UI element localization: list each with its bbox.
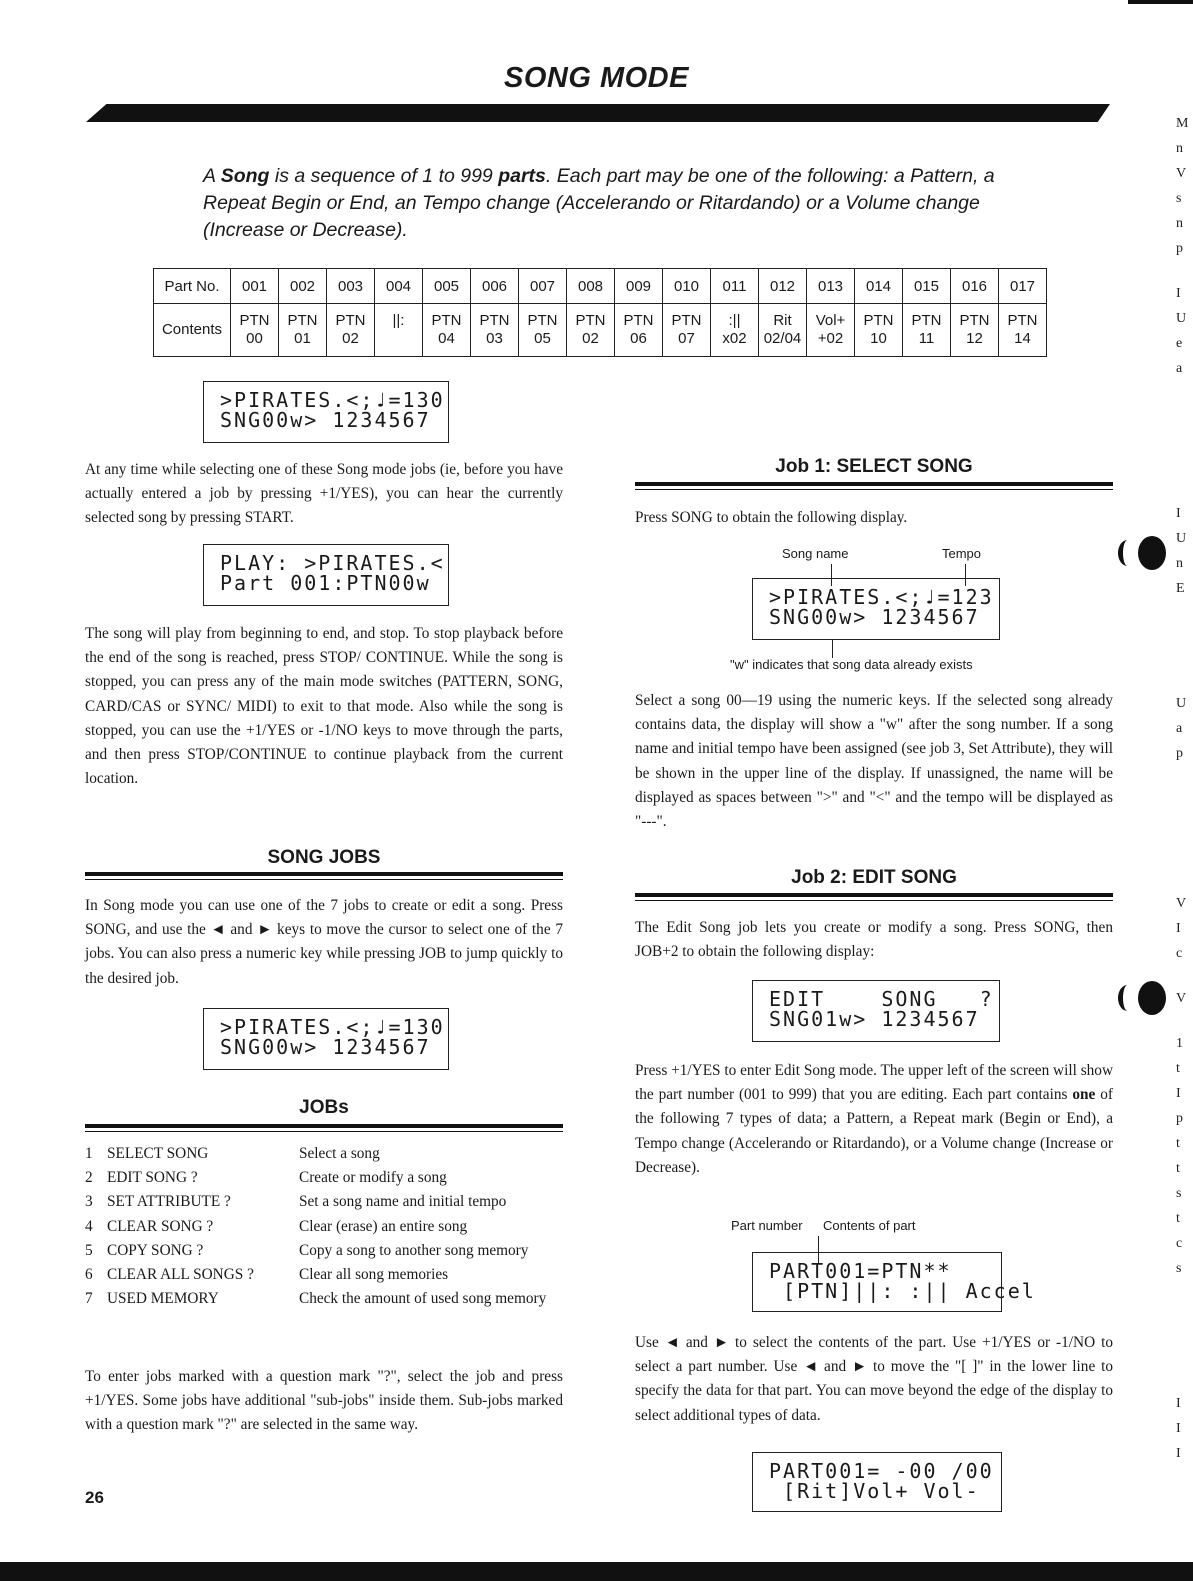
job-name: CLEAR SONG ? [107,1217,214,1235]
job-name: EDIT SONG ? [107,1169,198,1187]
margin-letter: U [1176,696,1187,711]
jobs-list [85,1142,563,1311]
paragraph: At any time while selecting one of these Song mode jobs (ie, before you have actually entered a job by pressing +1/YES), you can hear the currently selected song by pressing START. [85,461,563,527]
intro-paragraph: A Song is a sequence of 1 to 999 parts. Each part may be one of the following: a Pattern, a Repeat Begin or End, an Tempo change (Accelerando or Ritardando) or a Volume change (Increase or Decrease). [203,165,995,241]
job-description: Select a song [299,1145,380,1162]
heading-rule [85,872,563,876]
contents-top: PTN [575,312,606,329]
callout-line [832,640,833,658]
margin-letter: t [1176,1211,1180,1226]
contents-bottom: 14 [1014,330,1031,347]
part-contents-cell [663,304,711,357]
contents-top: PTN [239,312,270,329]
lcd-line: >PIRATES.<;♩=123 [769,585,994,609]
bullet-hook-icon [1118,540,1137,566]
contents-top: ||: [392,312,405,329]
part-contents-cell [567,304,615,357]
lcd-line: [Rit]Vol+ Vol- [769,1479,980,1503]
contents-row [154,304,1047,357]
bullet-icon [1138,536,1166,570]
contents-top: PTN [527,312,558,329]
lcd-display [752,1452,1002,1512]
job-name: CLEAR ALL SONGS ? [107,1266,254,1284]
row-label: Part No. [154,269,231,304]
contents-top: PTN [287,312,318,329]
margin-letter: I [1176,506,1181,521]
lcd-line: Part 001:PTN00w [220,571,431,595]
contents-top: PTN [335,312,366,329]
contents-top: PTN [623,312,654,329]
bullet-hook-icon [1118,985,1137,1011]
section-heading: Job 1: SELECT SONG [775,456,973,477]
margin-letter: n [1176,556,1183,571]
callout-label: Tempo [942,546,982,561]
job-row [85,1287,563,1311]
part-contents-cell [855,304,903,357]
margin-letter: I [1176,286,1181,301]
paragraph: Select a song 00—19 using the numeric keys. If the selected song already contains data, the display will show a "w" after the song number. If a song name and initial tempo have been assigned (see job 3, Set Attribute), they will be shown in the upper line of the display. If unassigned, the name will be displayed as spaces between ">" and "<" and the tempo will be displayed as "---". [635,692,1113,831]
job-number: 7 [85,1290,93,1308]
lcd-line: SNG00w> 1234567 [769,605,980,629]
margin-letter: s [1176,1261,1182,1276]
heading-rule [635,900,1113,901]
contents-top: PTN [1007,312,1038,329]
paragraph: Press +1/YES to enter Edit Song mode. The upper left of the screen will show the part number (001 to 999) that you are editing. Each part contains one of the following 7 types of data; a Pattern, a Repeat mark (Begin or End), a Tempo change (Accelerando or Ritardando), or a Volume change (Increase or Decrease). [635,1062,1113,1176]
heading-rule [635,489,1113,490]
job-description: Check the amount of used song memory [299,1290,547,1308]
contents-bottom: 01 [294,330,311,347]
row-label: Contents [154,304,231,357]
bullet-icon [1138,981,1166,1015]
lcd-line: PART001=PTN** [769,1259,952,1283]
contents-top: PTN [671,312,702,329]
lcd-display [752,980,1000,1042]
contents-bottom: 11 [918,330,935,347]
paragraph: Use ◄ and ► to select the contents of the part. Use +1/YES or -1/NO to select a part number. Use ◄ and ► to move the "[ ]" in the lower line to specify the data for that part. You can move beyond the edge of the display to select additional types of data. [635,1334,1113,1424]
margin-letter: 1 [1176,1036,1183,1051]
margin-letter: p [1176,241,1183,256]
paragraph: In Song mode you can use one of the 7 jobs to create or edit a song. Press SONG, and use the ◄ and ► keys to move the cursor to select one of the 7 jobs. You can also press a numeric key while pressing JOB to jump quickly to the desired job. [85,897,563,987]
contents-bottom: 06 [630,330,647,347]
job-name: SELECT SONG [107,1145,209,1162]
part-number-cell: 001 [231,269,279,304]
part-number-cell: 016 [951,269,999,304]
heading-rule [635,482,1113,486]
callout-label: "w" indicates that song data already exists [730,657,973,672]
part-number-cell: 017 [999,269,1047,304]
section-heading: SONG JOBS [267,847,381,868]
job-row [85,1239,563,1263]
contents-top: Vol+ [815,312,846,329]
lcd-line: [PTN]||: :|| Accel [769,1279,1036,1303]
lcd-line: SNG01w> 1234567 [769,1007,980,1031]
margin-letter: p [1176,746,1183,761]
contents-bottom: 02 [582,330,599,347]
part-contents-cell [951,304,999,357]
part-number-cell: 003 [327,269,375,304]
part-contents-cell [807,304,855,357]
contents-bottom: 02 [342,330,359,347]
callout-label: Contents of part [823,1218,916,1233]
contents-top: PTN [863,312,894,329]
lcd-line: SNG00w> 1234567 [220,1035,431,1059]
margin-letter: I [1176,921,1181,936]
part-contents-cell [279,304,327,357]
job-description: Set a song name and initial tempo [299,1193,507,1211]
part-number-cell: 015 [903,269,951,304]
margin-letter: p [1176,1111,1183,1126]
lcd-line: PART001= -00 /00 [769,1459,994,1483]
job-description: Clear (erase) an entire song [299,1217,468,1235]
part-contents-cell [231,304,279,357]
title-bar [86,104,1110,122]
part-number-cell: 006 [471,269,519,304]
part-number-cell: 005 [423,269,471,304]
part-contents-cell [711,304,759,357]
part-number-cell: 014 [855,269,903,304]
lcd-line: PLAY: >PIRATES.< [220,551,445,575]
margin-letter: I [1176,1421,1181,1436]
job-number: 6 [85,1266,93,1284]
margin-letter: E [1176,581,1185,596]
margin-letter: I [1176,1446,1181,1461]
contents-bottom: 05 [534,330,551,347]
part-contents-cell [327,304,375,357]
part-number-cell: 009 [615,269,663,304]
contents-bottom: 10 [870,330,887,347]
margin-letter: c [1176,946,1183,961]
job-row [85,1142,563,1166]
margin-letter: I [1176,1086,1181,1101]
margin-letter: U [1176,531,1187,546]
page-number: 26 [85,1488,104,1507]
contents-top: Rit [773,312,792,329]
margin-letter: V [1176,991,1187,1006]
margin-letter: s [1176,1186,1182,1201]
part-contents-cell [903,304,951,357]
margin-letter: V [1176,166,1187,181]
edge-mark [1128,0,1193,4]
contents-bottom: 03 [486,330,503,347]
page-title: SONG MODE [504,62,689,94]
part-number-cell: 012 [759,269,807,304]
job-number: 3 [85,1193,93,1211]
lcd-line: >PIRATES.<;♩=130 [220,1015,445,1039]
lcd-line: SNG00w> 1234567 [220,408,431,432]
contents-bottom [377,330,420,348]
job-number: 5 [85,1241,93,1259]
part-contents-cell [375,304,423,357]
contents-bottom: 02/04 [763,330,802,347]
callout-label: Part number [731,1218,803,1233]
part-contents-cell [759,304,807,357]
part-number-cell: 004 [375,269,423,304]
margin-letter: I [1176,1396,1181,1411]
paragraph: The song will play from beginning to end, and stop. To stop playback before the end of the song is reached, press STOP/ CONTINUE. While the song is stopped, you can press any of the main mode switches (PATTERN, SONG, CARD/CAS or SYNC/ MIDI) to exit to that mode. Also while the song is stopped, you can use the +1/YES or -1/NO keys to move through the parts, and then press STOP/CONTINUE to continue playback from the current location. [85,625,563,788]
contents-top: PTN [959,312,990,329]
section-heading: Job 2: EDIT SONG [791,867,957,888]
contents-bottom: 00 [246,330,263,347]
bottom-bar [0,1562,1193,1581]
margin-letter: V [1176,896,1187,911]
margin-letter: a [1176,721,1183,736]
job-number: 4 [85,1217,93,1235]
job-row [85,1190,563,1214]
margin-letter: U [1176,311,1187,326]
job-description: Create or modify a song [299,1169,447,1187]
paragraph: Press SONG to obtain the following display. [635,509,908,526]
margin-letter: a [1176,361,1183,376]
contents-top: PTN [911,312,942,329]
margin-letter: t [1176,1161,1180,1176]
part-contents-cell [999,304,1047,357]
margin-letter: c [1176,1236,1183,1251]
lcd-display [752,1252,1036,1312]
part-number-cell: 007 [519,269,567,304]
margin-letter: e [1176,336,1183,351]
part-number-cell: 011 [711,269,759,304]
part-number-row [154,269,1047,304]
part-contents-cell [615,304,663,357]
contents-bottom: 12 [966,330,983,347]
job-number: 1 [85,1145,93,1162]
part-number-cell: 002 [279,269,327,304]
margin-letter: M [1176,116,1189,131]
heading-rule [85,879,563,880]
job-description: Copy a song to another song memory [299,1241,529,1259]
margin-letter: n [1176,216,1183,231]
lcd-line: EDIT SONG ? [769,987,994,1011]
paragraph: The Edit Song job lets you create or modify a song. Press SONG, then JOB+2 to obtain the following display: [635,919,1113,961]
margin-letter: s [1176,191,1182,206]
job-description: Clear all song memories [299,1266,449,1284]
contents-top: PTN [479,312,510,329]
part-number-cell: 008 [567,269,615,304]
lcd-display [203,381,449,443]
margin-letter: n [1176,141,1183,156]
heading-rule [85,1124,563,1128]
part-contents-cell [423,304,471,357]
job-row [85,1166,563,1190]
job-name: USED MEMORY [107,1290,219,1308]
job-name: COPY SONG ? [107,1241,204,1259]
job-row [85,1215,563,1239]
heading-rule [85,1131,563,1132]
part-number-cell: 013 [807,269,855,304]
margin-letter: t [1176,1136,1180,1151]
job-number: 2 [85,1169,93,1187]
paragraph: To enter jobs marked with a question mark "?", select the job and press +1/YES. Some jobs have additional "sub-jobs" inside them. Sub-jobs marked with a question mark "?" are selected in the same way. [85,1368,563,1434]
contents-bottom: 04 [438,330,455,347]
heading-rule [635,893,1113,897]
margin-letter: t [1176,1061,1180,1076]
contents-top: :|| [728,312,741,329]
contents-bottom: +02 [817,330,844,347]
lcd-display [203,544,449,606]
job-row [85,1263,563,1287]
part-number-cell: 010 [663,269,711,304]
lcd-display [203,1008,449,1070]
part-contents-cell [471,304,519,357]
callout-label: Song name [782,546,849,561]
part-contents-cell [519,304,567,357]
parts-table [153,268,1047,357]
lcd-line: >PIRATES.<;♩=130 [220,388,445,412]
section-heading: JOBs [299,1097,349,1118]
contents-top: PTN [431,312,462,329]
lcd-display [752,578,1000,640]
contents-bottom: x02 [722,330,747,347]
contents-bottom: 07 [678,330,695,347]
job-name: SET ATTRIBUTE ? [107,1193,231,1211]
